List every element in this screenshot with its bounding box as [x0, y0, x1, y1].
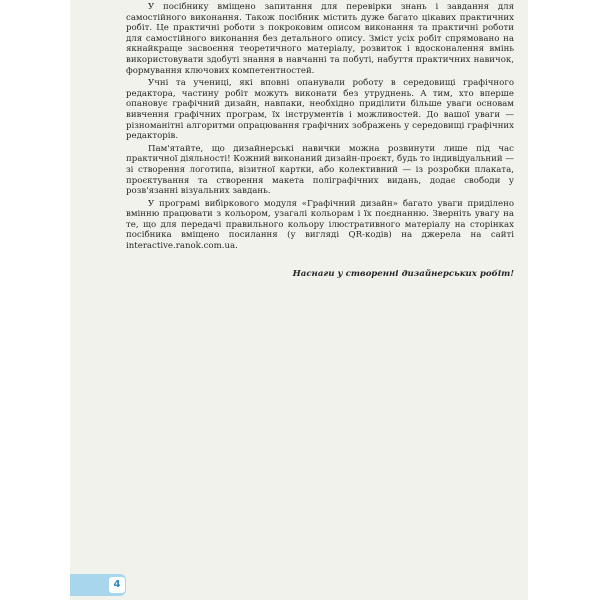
- paragraph-3: Пам'ятайте, що дизайнерські навички можна розвинути лише під час практичної діяльності! Кожний виконаний дизайн-проєкт, будь то індивідуальний — зі створення логотипа, візитної картки, або колективний — із розробки плаката, проєктування та створення макета поліграфічних видань, додає свободи у розв'язанні візуальних завдань.: [126, 143, 514, 197]
- book-page: [70, 0, 528, 600]
- page-text: [126, 2, 514, 281]
- paragraph-1: У посібнику вміщено запитання для перевірки знань і завдання для самостійного виконання. Також посібник містить дуже багато цікавих практичних робіт. Це практичні роботи з покроковим описом виконання та практичні роботи для самостійного виконання без детального опису. Зміст усіх робіт спрямовано на якнайкраще засвоєння теоретичного матеріалу, розвиток і вдосконалення вмінь використовувати здобуті знання в навчанні та побуті, набуття практичних навичок, формування ключових компетентностей.: [126, 2, 514, 76]
- paragraph-4: У програмі вибіркового модуля «Графічний дизайн» багато уваги приділено вмінню працювати з кольором, узагалі кольорам і їх поєднанню. Зверніть увагу на те, що для передачі правильного кольору ілюстративного матеріалу на сторінках посібника вміщено посилання (у вигляді QR-кодів) на джерела на сайті interactive.ranok.com.ua.: [126, 198, 514, 252]
- closing-line: Наснаги у створенні дизайнерських робіт!: [292, 268, 514, 279]
- page-number: 4: [109, 577, 125, 593]
- paragraph-2: Учні та учениці, які вповні опанували роботу в середовищі графічного редактора, частину робіт можуть виконати без утруднень. А тим, хто вперше опановує графічний дизайн, навпаки, необхідно приділити більше уваги основам вивчення графічних програм, їх інструментів і можливостей. До вашої уваги — різноманітні алгоритми опрацювання графічних зображень у середовищі графічних редакторів.: [126, 78, 514, 142]
